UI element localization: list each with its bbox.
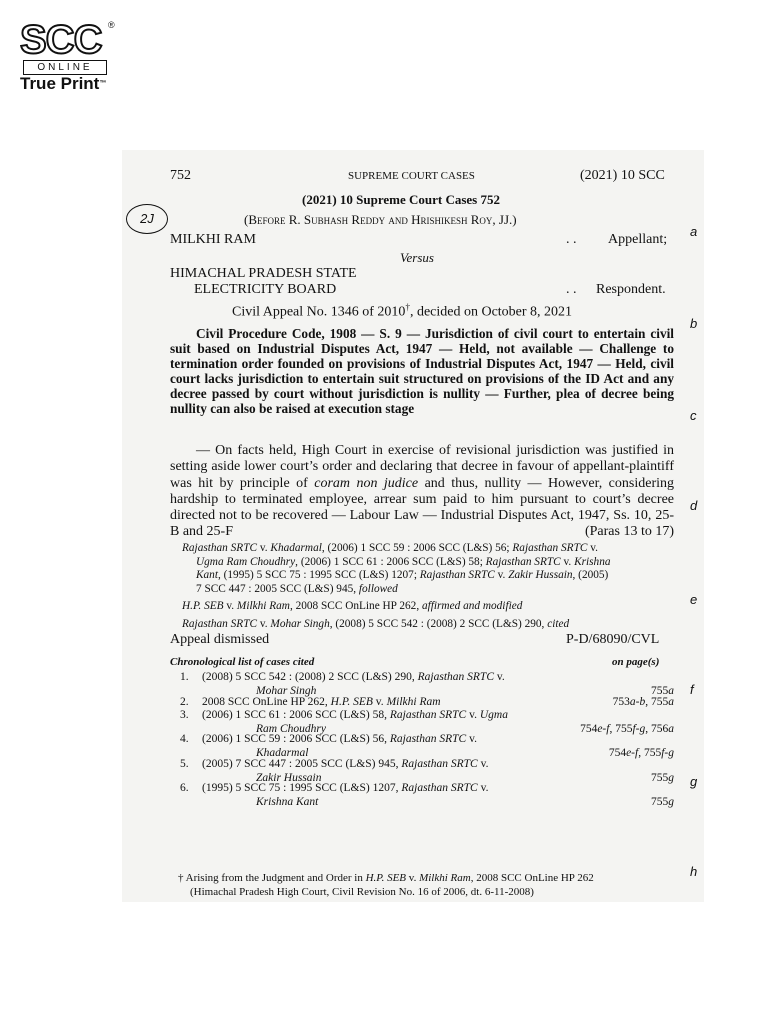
chrono-item-pages: 755g xyxy=(651,796,674,808)
chrono-item-citation: (2008) 5 SCC 542 : (2008) 2 SCC (L&S) 290, Rajasthan SRTC v. xyxy=(202,671,505,683)
citation-line: Rajasthan SRTC v. Mohar Singh, (2008) 5 SCC 542 : (2008) 2 SCC (L&S) 290, cited xyxy=(182,617,570,630)
running-title: SUPREME COURT CASES xyxy=(348,170,475,182)
respondent-dots: . . xyxy=(566,282,577,297)
chrono-item-pages: 753a-b, 755a xyxy=(612,695,674,708)
appeal-details: Civil Appeal No. 1346 of 2010†, decided on October 8, 2021 xyxy=(232,302,573,320)
bench: (Before R. Subhash Reddy and Hrishikesh Roy, JJ.) xyxy=(244,212,517,227)
chrono-item-citation: (1995) 5 SCC 75 : 1995 SCC (L&S) 1207, Rajasthan SRTC v. xyxy=(202,782,489,794)
versus: Versus xyxy=(400,250,434,265)
appellant-role: Appellant; xyxy=(608,232,668,247)
margin-letter-c: c xyxy=(690,408,697,423)
margin-letter-g: g xyxy=(690,774,698,789)
chrono-item-number: 3. xyxy=(180,708,189,721)
chrono-item-number: 4. xyxy=(180,733,189,745)
chrono-item-party: Zakir Hussain xyxy=(256,771,322,784)
appellant-dots: . . xyxy=(566,232,577,247)
chrono-item-pages: 755g xyxy=(651,771,674,784)
margin-letter-a: a xyxy=(690,224,698,239)
chrono-item-party: Ram Choudhry xyxy=(256,722,326,735)
registered-mark-icon: ® xyxy=(108,20,115,30)
chrono-item xyxy=(180,733,477,745)
respondent-line2: ELECTRICITY BOARD xyxy=(194,282,337,297)
margin-letter-f: f xyxy=(690,682,694,697)
respondent-line1: HIMACHAL PRADESH STATE xyxy=(170,266,357,281)
margin-letter-h: h xyxy=(690,864,698,879)
headnote: Civil Procedure Code, 1908 — S. 9 — Jurisdiction of civil court to entertain civil suit based on Industrial Disputes Act, 1947 — Held, not available — Challenge to termination order founded on provisions of Industrial Disputes Act, 1947 — Held, civil court lacks jurisdiction to entertain suit structured on provisions of the ID Act and any decree passed by court without jurisdiction is nullity — Further, plea of decree being nullity can also be raised at execution stage xyxy=(170,326,674,416)
footnote-line2: (Himachal Pradesh High Court, Civil Revision No. 16 of 2006, dt. 6-11-2008) xyxy=(190,886,534,898)
citation-line: H.P. SEB v. Milkhi Ram, 2008 SCC OnLine HP 262, affirmed and modified xyxy=(182,600,523,613)
chrono-pages-header: on page(s) xyxy=(612,656,660,668)
chrono-item-pages: 755a xyxy=(651,685,674,697)
respondent-role: Respondent. xyxy=(596,282,666,297)
footnote-line1: † Arising from the Judgment and Order in H.P. SEB v. Milkhi Ram, 2008 SCC OnLine HP 262 xyxy=(178,872,594,884)
section-marker: 2J xyxy=(126,204,168,234)
chrono-item-party: Krishna Kant xyxy=(256,796,319,808)
chrono-item xyxy=(180,709,508,721)
chrono-item-citation: (2006) 1 SCC 59 : 2006 SCC (L&S) 56, Rajasthan SRTC v. xyxy=(202,733,477,745)
margin-letter-b: b xyxy=(690,316,698,331)
logo-true-print: True Print™ xyxy=(20,74,107,93)
chrono-item-party: Mohar Singh xyxy=(256,685,317,697)
chrono-item-citation: (2005) 7 SCC 447 : 2005 SCC (L&S) 945, Rajasthan SRTC v. xyxy=(202,757,489,770)
citation-line: Ugma Ram Choudhry, (2006) 1 SCC 61 : 2006 SCC (L&S) 58; Rajasthan SRTC v. Krishna xyxy=(196,555,611,568)
case-code: P-D/68090/CVL xyxy=(566,632,660,647)
appeal-result: Appeal dismissed xyxy=(170,632,270,647)
volume-ref: (2021) 10 SCC xyxy=(580,168,665,183)
chrono-item-party: Khadarmal xyxy=(256,747,309,759)
margin-letter-e: e xyxy=(690,592,698,607)
chrono-item-number: 5. xyxy=(180,757,189,770)
case-citation: (2021) 10 Supreme Court Cases 752 xyxy=(302,192,500,207)
paras-ref: (Paras 13 to 17) xyxy=(584,524,674,540)
chrono-title: Chronological list of cases cited xyxy=(170,656,315,668)
chrono-item-pages: 754e-f, 755f-g xyxy=(608,747,674,759)
chrono-item xyxy=(180,671,505,683)
chrono-item-number: 1. xyxy=(180,671,189,683)
citations xyxy=(182,542,674,632)
chrono-item-number: 2. xyxy=(180,695,189,708)
chrono-item-pages: 754e-f, 755f-g, 756a xyxy=(580,722,674,735)
chrono-item xyxy=(180,758,488,770)
margin-letter-d: d xyxy=(690,498,698,513)
logo-scc: SCC xyxy=(20,18,102,62)
chrono-item xyxy=(180,782,488,794)
logo-online: ONLINE xyxy=(23,60,107,75)
held-paragraph: — On facts held, High Court in exercise of revisional jurisdiction was justified in setting aside lower court’s order and declaring that decree in favour of appellant-plaintiff was hit by principle of coram non judice and thus, nullity — However, considering hardship to terminated employee, arrear sum paid to him pursuant to court’s decree directed not to be recovered — Labour Law — Industrial Disputes Act, 1947, Ss. 10, 25-B and 25-F (Paras 13 to 17) xyxy=(170,443,674,540)
scc-online-logo xyxy=(20,20,120,92)
page-number: 752 xyxy=(170,168,191,183)
appellant-name: MILKHI RAM xyxy=(170,232,256,247)
citation-line: Kant, (1995) 5 SCC 75 : 1995 SCC (L&S) 1207; Rajasthan SRTC v. Zakir Hussain, (2005) xyxy=(196,569,609,582)
chrono-item xyxy=(180,696,441,708)
chrono-item-citation: (2006) 1 SCC 61 : 2006 SCC (L&S) 58, Rajasthan SRTC v. Ugma xyxy=(202,708,508,721)
citation-line: 7 SCC 447 : 2005 SCC (L&S) 945, followed xyxy=(196,582,398,595)
chrono-item-citation: 2008 SCC OnLine HP 262, H.P. SEB v. Milkhi Ram xyxy=(202,695,441,708)
chrono-item-number: 6. xyxy=(180,782,189,794)
citation-line: Rajasthan SRTC v. Khadarmal, (2006) 1 SCC 59 : 2006 SCC (L&S) 56; Rajasthan SRTC v. xyxy=(182,542,598,554)
